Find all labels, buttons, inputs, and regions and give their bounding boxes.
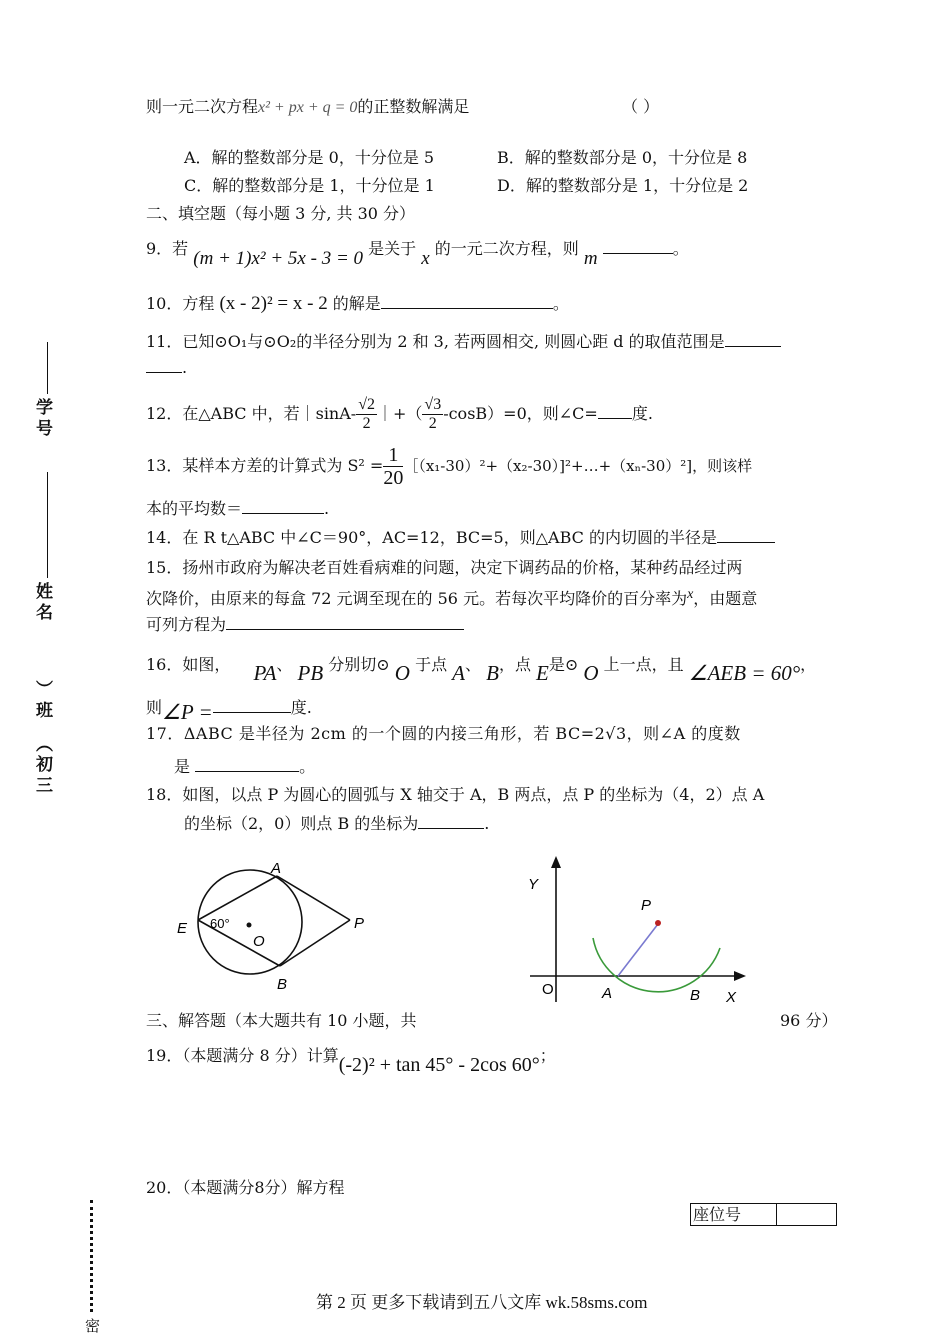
tangent-pb (280, 920, 350, 966)
q15-answer-blank[interactable] (226, 613, 464, 630)
section-3-heading: 三、解答题（本大题共有 10 小题，共 (146, 1011, 417, 1030)
x-axis-arrow (734, 971, 746, 981)
q9-answer-blank[interactable] (603, 237, 673, 254)
question-15-line-2: 次降价，由原来的每盒 72 元调至现在的 56 元。若每次平均降价的百分率为x，由题意 (146, 587, 758, 608)
side-label-chusan: 初三 (32, 755, 52, 797)
seal-dotted-line (90, 1200, 96, 1312)
question-17-cont: 是 。 (174, 757, 316, 776)
label-o: O (542, 981, 554, 998)
label-a: A (602, 985, 613, 1002)
q19-expression: (-2)² + tan 45° - 2cos 60° (338, 1054, 540, 1076)
label-p: P (641, 897, 652, 914)
center-o-dot (247, 923, 252, 928)
figure-18-coordinate-arc (520, 852, 760, 1012)
label-a: A (271, 860, 282, 877)
q8-option-c: C．解的整数部分是 1，十分位是 1 (184, 176, 435, 195)
q12-fraction-sqrt3: $\frac{√3}{2}$ (424, 396, 442, 432)
label-x: X (726, 989, 737, 1006)
question-12: 12．在△ABC 中，若｜sinA- $\frac{√2}{2}$ ｜+（ $\frac{√3}{2}$ -cosB）=0，则∠C= 度. (146, 396, 653, 432)
point-p (655, 920, 661, 926)
section-3-score: 96 分） (780, 1011, 838, 1030)
arc (593, 938, 720, 992)
q8-option-b: B．解的整数部分是 0，十分位是 8 (497, 148, 748, 167)
q13-fraction: $\frac{1}{20}$ (383, 444, 404, 489)
figure-16-circle-tangents (170, 852, 380, 1002)
question-16-cont: 则∠P = 度. (146, 698, 312, 724)
q8-option-a: A．解的整数部分是 0，十分位是 5 (184, 148, 435, 167)
question-18: 18．如图，以点 P 为圆心的圆弧与 X 轴交于 A，B 两点，点 P 的坐标为（4，2）点 A (146, 785, 765, 804)
side-label-xingming: 姓名 (32, 582, 52, 624)
q11-answer-blank-2[interactable] (146, 356, 182, 373)
question-13-cont: 本的平均数＝ . (146, 499, 330, 518)
y-axis-arrow (551, 856, 561, 868)
q13-answer-blank[interactable] (242, 497, 324, 514)
question-14: 14．在 R t△ABC 中∠C＝90°，AC=12，BC=5，则△ABC 的内切圆的半径是 (146, 526, 775, 549)
question-16: 16．如图， PA、 PB 分别切⊙ O 于点 A、 B，点 E是⊙ O 上一点，且 ∠AEB = 60°， (146, 655, 817, 685)
q11-answer-blank-1[interactable] (725, 330, 781, 347)
question-20: 20．（本题满分8分）解方程 (146, 1178, 345, 1197)
question-15-line-3: 可列方程为 (146, 613, 464, 636)
tangent-pa (277, 876, 350, 920)
section-2-heading: 二、填空题（每小题 3 分, 共 30 分） (146, 204, 416, 223)
page-footer: 第 2 页 更多下载请到五八文库 wk.58sms.com (316, 1293, 648, 1312)
segment-pa (618, 924, 658, 976)
q10-answer-blank[interactable] (381, 292, 553, 309)
question-11: 11．已知⊙O₁与⊙O₂的半径分别为 2 和 3, 若两圆相交, 则圆心距 d 的取值范围是 (146, 330, 781, 353)
label-e: E (177, 920, 188, 937)
question-18-cont: 的坐标（2，0）则点 B 的坐标为 . (184, 814, 490, 833)
q8-stem: 则一元二次方程x² + px + q = 0的正整数解满足 (146, 97, 470, 116)
seat-number-label: 座位号 (693, 1205, 742, 1224)
label-p: P (354, 915, 365, 932)
q14-answer-blank[interactable] (717, 526, 775, 543)
q10-equation: (x - 2)² = x - 2 (219, 293, 328, 314)
side-label-paren: （ (32, 735, 52, 756)
seat-number-box (690, 1203, 837, 1226)
q17-answer-blank[interactable] (195, 755, 299, 772)
label-y: Y (528, 876, 539, 893)
question-9: 9．若 (m + 1)x² + 5x - 3 = 0 是关于 x 的一元二次方程，则 m 。 (146, 239, 689, 269)
question-19: 19．（本题满分 8 分）计算(-2)² + tan 45° - 2cos 60°； (146, 1046, 556, 1076)
q16-answer-blank[interactable] (213, 696, 291, 713)
q8-option-d: D．解的整数部分是 1，十分位是 2 (497, 176, 749, 195)
question-13: 13．某样本方差的计算式为 S² = $\frac{1}{20}$ ［（x₁-30）²+（x₂-30）]²+…+（xₙ-30）²]，则该样 (146, 444, 753, 489)
side-label-mi: 密 (83, 1318, 101, 1337)
label-o: O (253, 933, 265, 950)
side-line-xuehao (47, 342, 48, 394)
label-b: B (690, 987, 701, 1004)
side-line-xingming (47, 472, 48, 578)
q8-equation: x² + px + q = 0 (258, 99, 358, 116)
q12-fraction-sqrt2: $\frac{√2}{2}$ (358, 396, 375, 432)
q12-answer-blank[interactable] (598, 402, 632, 419)
question-17: 17．ΔABC 是半径为 2cm 的一个圆的内接三角形，若 BC=2√3，则∠A 的度数 (146, 724, 741, 743)
label-angle: 60° (210, 916, 230, 931)
chord-ea (198, 876, 277, 920)
q8-answer-paren: （ ） (622, 97, 660, 116)
label-b: B (277, 976, 288, 993)
q16-angle: ∠AEB = 60° (688, 661, 801, 685)
question-11-cont: . (146, 356, 187, 379)
q9-equation: (m + 1)x² + 5x - 3 = 0 (193, 248, 364, 269)
question-10: 10．方程 (x - 2)² = x - 2 的解是 。 (146, 293, 569, 314)
side-label-xuehao: 学号 (32, 398, 52, 440)
side-label-ban: ）班 (32, 680, 52, 722)
question-15-line-1: 15．扬州市政府为解决老百姓看病难的问题，决定下调药品的价格，某种药品经过两 (146, 558, 743, 577)
q18-answer-blank[interactable] (418, 812, 484, 829)
